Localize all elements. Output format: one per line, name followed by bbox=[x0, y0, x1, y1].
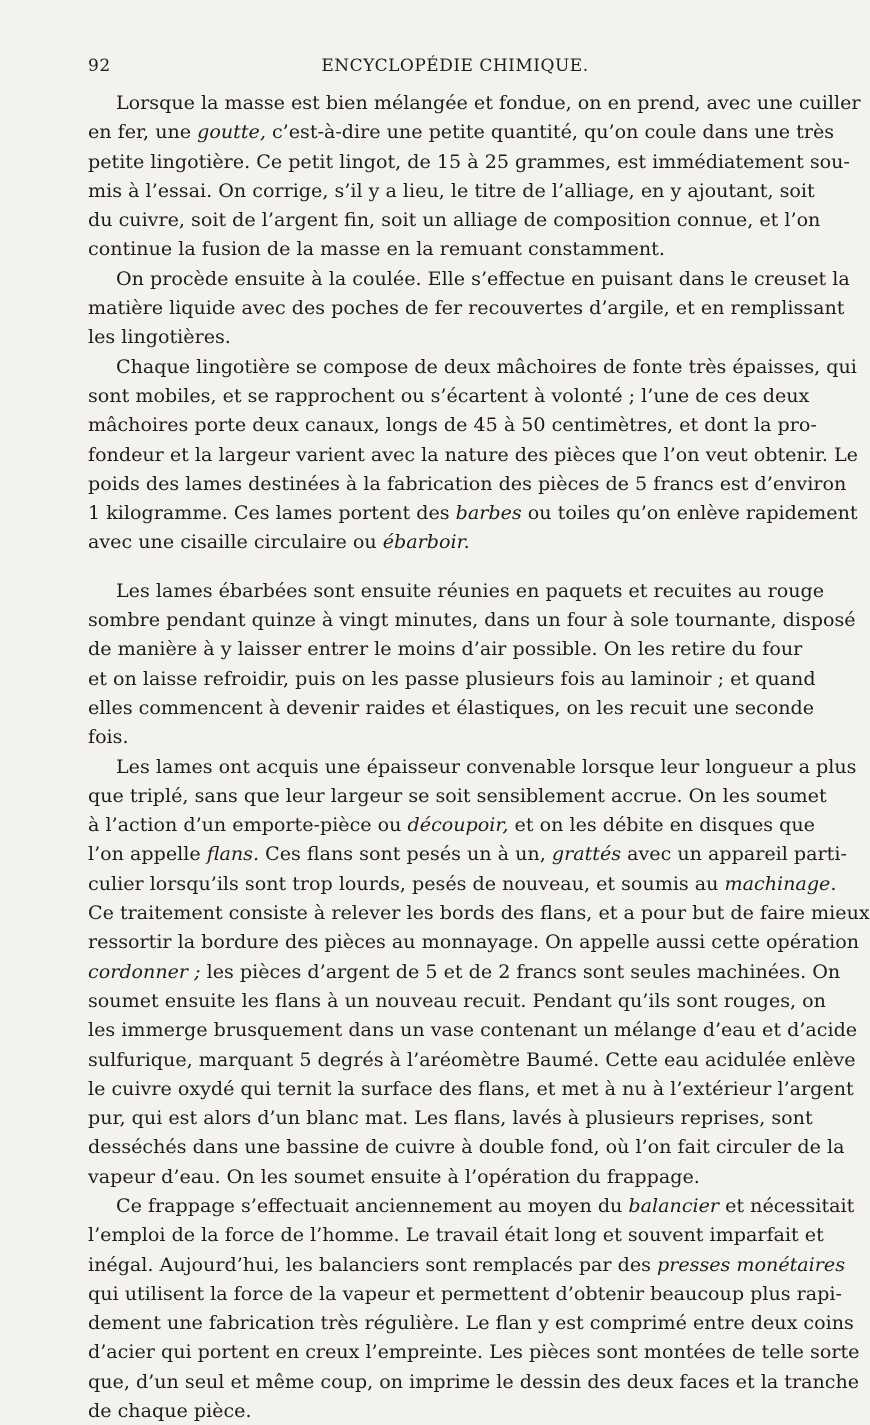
text-segment: sulfurique, marquant 5 degrés à l’aréomètre Baumé. Cette eau acidulée enlève bbox=[88, 1047, 856, 1071]
text-line bbox=[88, 605, 856, 634]
text-line bbox=[88, 1103, 813, 1132]
text-line bbox=[88, 117, 835, 146]
text-line bbox=[88, 1250, 846, 1279]
text-line bbox=[88, 927, 860, 956]
text-segment: d’acier qui portent en creux l’empreinte. Les pièces sont montées de telle sorte bbox=[88, 1340, 860, 1364]
text-segment: et on les débite en disques que bbox=[508, 813, 815, 837]
italic-term: grattés bbox=[551, 842, 622, 866]
text-line bbox=[88, 264, 850, 293]
text-line bbox=[88, 986, 826, 1015]
italic-term: cordonner ; bbox=[88, 959, 201, 983]
text-segment: c’est-à-dire une petite quantité, qu’on coule dans une très bbox=[265, 120, 835, 144]
text-line bbox=[88, 664, 816, 693]
text-line bbox=[88, 234, 789, 263]
text-segment: avec un appareil parti- bbox=[621, 842, 847, 866]
text-line bbox=[88, 957, 841, 986]
text-segment: le cuivre oxydé qui ternit la surface des flans, et met à nu à l’extérieur l’argent bbox=[88, 1076, 854, 1100]
text-segment: On procède ensuite à la coulée. Elle s’effectue en puisant dans le creuset la bbox=[116, 266, 850, 290]
text-segment: Les lames ébarbées sont ensuite réunies en paquets et recuites au rouge bbox=[116, 578, 825, 602]
text-line bbox=[88, 498, 858, 527]
text-segment: Lorsque la masse est bien mélangée et fondue, on en prend, avec une cuiller bbox=[116, 91, 861, 114]
italic-term: machinage. bbox=[724, 871, 837, 895]
text-line bbox=[88, 440, 858, 469]
italic-term: balancier bbox=[628, 1193, 720, 1217]
text-line bbox=[88, 1396, 789, 1425]
text-segment: matière liquide avec des poches de fer recouvertes d’argile, et en remplissant bbox=[88, 296, 845, 320]
text-line bbox=[88, 1220, 824, 1249]
text-line bbox=[88, 869, 837, 898]
text-line bbox=[88, 88, 861, 117]
text-segment: l’on appelle bbox=[88, 842, 207, 866]
page-header bbox=[88, 56, 790, 80]
text-segment: avec une cisaille circulaire ou bbox=[88, 530, 383, 554]
text-segment: sombre pendant quinze à vingt minutes, dans un four à sole tournante, disposé bbox=[88, 608, 856, 632]
text-segment: qui utilisent la force de la vapeur et permettent d’obtenir beaucoup plus rapi- bbox=[88, 1281, 842, 1305]
text-segment: ou toiles qu’on enlève rapidement bbox=[521, 501, 858, 525]
text-segment: fois. bbox=[88, 725, 129, 749]
text-segment: en fer, une bbox=[88, 120, 198, 144]
text-line bbox=[88, 752, 857, 781]
text-segment: Chaque lingotière se compose de deux mâchoires de fonte très épaisses, qui bbox=[116, 354, 857, 378]
text-line bbox=[88, 722, 789, 751]
text-line bbox=[88, 205, 821, 234]
text-segment: sont mobiles, et se rapprochent ou s’écartent à volonté ; l’une de ces deux bbox=[88, 383, 810, 407]
text-segment: vapeur d’eau. On les soumet ensuite à l’opération du frappage. bbox=[88, 1164, 700, 1188]
running-title: ENCYCLOPÉDIE CHIMIQUE. bbox=[321, 56, 589, 76]
text-line bbox=[88, 381, 810, 410]
text-line bbox=[88, 322, 789, 351]
text-segment: mis à l’essai. On corrige, s’il y a lieu, le titre de l’alliage, en y ajoutant, soit bbox=[88, 178, 815, 202]
text-line bbox=[88, 693, 815, 722]
text-line bbox=[88, 293, 845, 322]
text-segment: fondeur et la largeur varient avec la nature des pièces que l’on veut obtenir. Le bbox=[88, 442, 858, 466]
text-segment: culier lorsqu’ils sont trop lourds, pesés de nouveau, et soumis au bbox=[88, 871, 725, 895]
text-line bbox=[88, 147, 850, 176]
italic-term: presses monétaires bbox=[657, 1252, 846, 1276]
text-line bbox=[88, 1015, 858, 1044]
text-segment: que, d’un seul et même coup, on imprime le dessin des deux faces et la tranche bbox=[88, 1369, 860, 1393]
text-line bbox=[88, 1308, 854, 1337]
text-line bbox=[88, 1367, 860, 1396]
text-segment: petite lingotière. Ce petit lingot, de 15 à 25 grammes, est immédiatement sou- bbox=[88, 149, 850, 173]
paragraph-gap bbox=[88, 557, 789, 576]
text-line bbox=[88, 410, 817, 439]
text-segment: Ce frappage s’effectuait anciennement au moyen du bbox=[116, 1193, 629, 1217]
text-line bbox=[88, 352, 857, 381]
text-segment: soumet ensuite les flans à un nouveau recuit. Pendant qu’ils sont rouges, on bbox=[88, 988, 826, 1012]
text-line bbox=[88, 839, 847, 868]
italic-term: ébarboir. bbox=[382, 530, 470, 554]
text-segment: du cuivre, soit de l’argent fin, soit un alliage de composition connue, et l’on bbox=[88, 208, 821, 232]
text-line bbox=[88, 1162, 789, 1191]
text-line bbox=[88, 527, 789, 556]
text-line bbox=[88, 469, 847, 498]
text-segment: et on laisse refroidir, puis on les passe plusieurs fois au laminoir ; et quand bbox=[88, 666, 816, 690]
text-segment: continue la fusion de la masse en la remuant constamment. bbox=[88, 237, 665, 261]
text-line bbox=[88, 1132, 845, 1161]
text-line bbox=[88, 898, 870, 927]
text-segment: Les lames ont acquis une épaisseur convenable lorsque leur longueur a plus bbox=[116, 754, 857, 778]
text-segment: poids des lames destinées à la fabrication des pièces de 5 francs est d’environ bbox=[88, 471, 847, 495]
text-segment: Ce traitement consiste à relever les bords des flans, et a pour but de faire mieux bbox=[88, 901, 870, 925]
text-line bbox=[88, 576, 825, 605]
text-segment: mâchoires porte deux canaux, longs de 45 à 50 centimètres, et dont la pro- bbox=[88, 413, 817, 437]
text-segment: à l’action d’un emporte-pièce ou bbox=[88, 813, 408, 837]
text-segment: 1 kilogramme. Ces lames portent des bbox=[88, 501, 456, 525]
text-segment: les lingotières. bbox=[88, 325, 231, 349]
text-line bbox=[88, 1337, 860, 1366]
text-line bbox=[88, 781, 827, 810]
italic-term: découpoir, bbox=[407, 813, 509, 837]
text-segment: ressortir la bordure des pièces au monnayage. On appelle aussi cette opération bbox=[88, 930, 860, 954]
text-segment: desséchés dans une bassine de cuivre à double fond, où l’on fait circuler de la bbox=[88, 1135, 845, 1159]
text-segment: inégal. Aujourd’hui, les balanciers sont remplacés par des bbox=[88, 1252, 658, 1276]
text-segment: l’emploi de la force de l’homme. Le travail était long et souvent imparfait et bbox=[88, 1223, 824, 1247]
text-line bbox=[88, 1045, 856, 1074]
text-line bbox=[88, 1279, 842, 1308]
text-segment: de chaque pièce. bbox=[88, 1399, 252, 1423]
text-segment: pur, qui est alors d’un blanc mat. Les flans, lavés à plusieurs reprises, sont bbox=[88, 1106, 813, 1130]
text-segment: elles commencent à devenir raides et élastiques, on les recuit une seconde bbox=[88, 695, 815, 719]
text-segment: que triplé, sans que leur largeur se soit sensiblement accrue. On les soumet bbox=[88, 783, 827, 807]
body-text bbox=[88, 88, 870, 1425]
text-line bbox=[88, 176, 815, 205]
text-segment: dement une fabrication très régulière. Le flan y est comprimé entre deux coins bbox=[88, 1311, 854, 1335]
text-line bbox=[88, 810, 815, 839]
italic-term: goutte, bbox=[197, 120, 266, 144]
page-number: 92 bbox=[88, 56, 111, 76]
text-line bbox=[88, 1191, 855, 1220]
text-segment: et nécessitait bbox=[719, 1193, 855, 1217]
text-line bbox=[88, 634, 803, 663]
italic-term: flans. bbox=[206, 842, 260, 866]
text-segment: de manière à y laisser entrer le moins d’air possible. On les retire du four bbox=[88, 637, 803, 661]
text-line bbox=[88, 1074, 854, 1103]
italic-term: barbes bbox=[455, 501, 522, 525]
text-segment: les immerge brusquement dans un vase contenant un mélange d’eau et d’acide bbox=[88, 1018, 858, 1042]
text-segment: les pièces d’argent de 5 et de 2 francs sont seules machinées. On bbox=[200, 959, 841, 983]
text-segment: Ces flans sont pesés un à un, bbox=[259, 842, 552, 866]
